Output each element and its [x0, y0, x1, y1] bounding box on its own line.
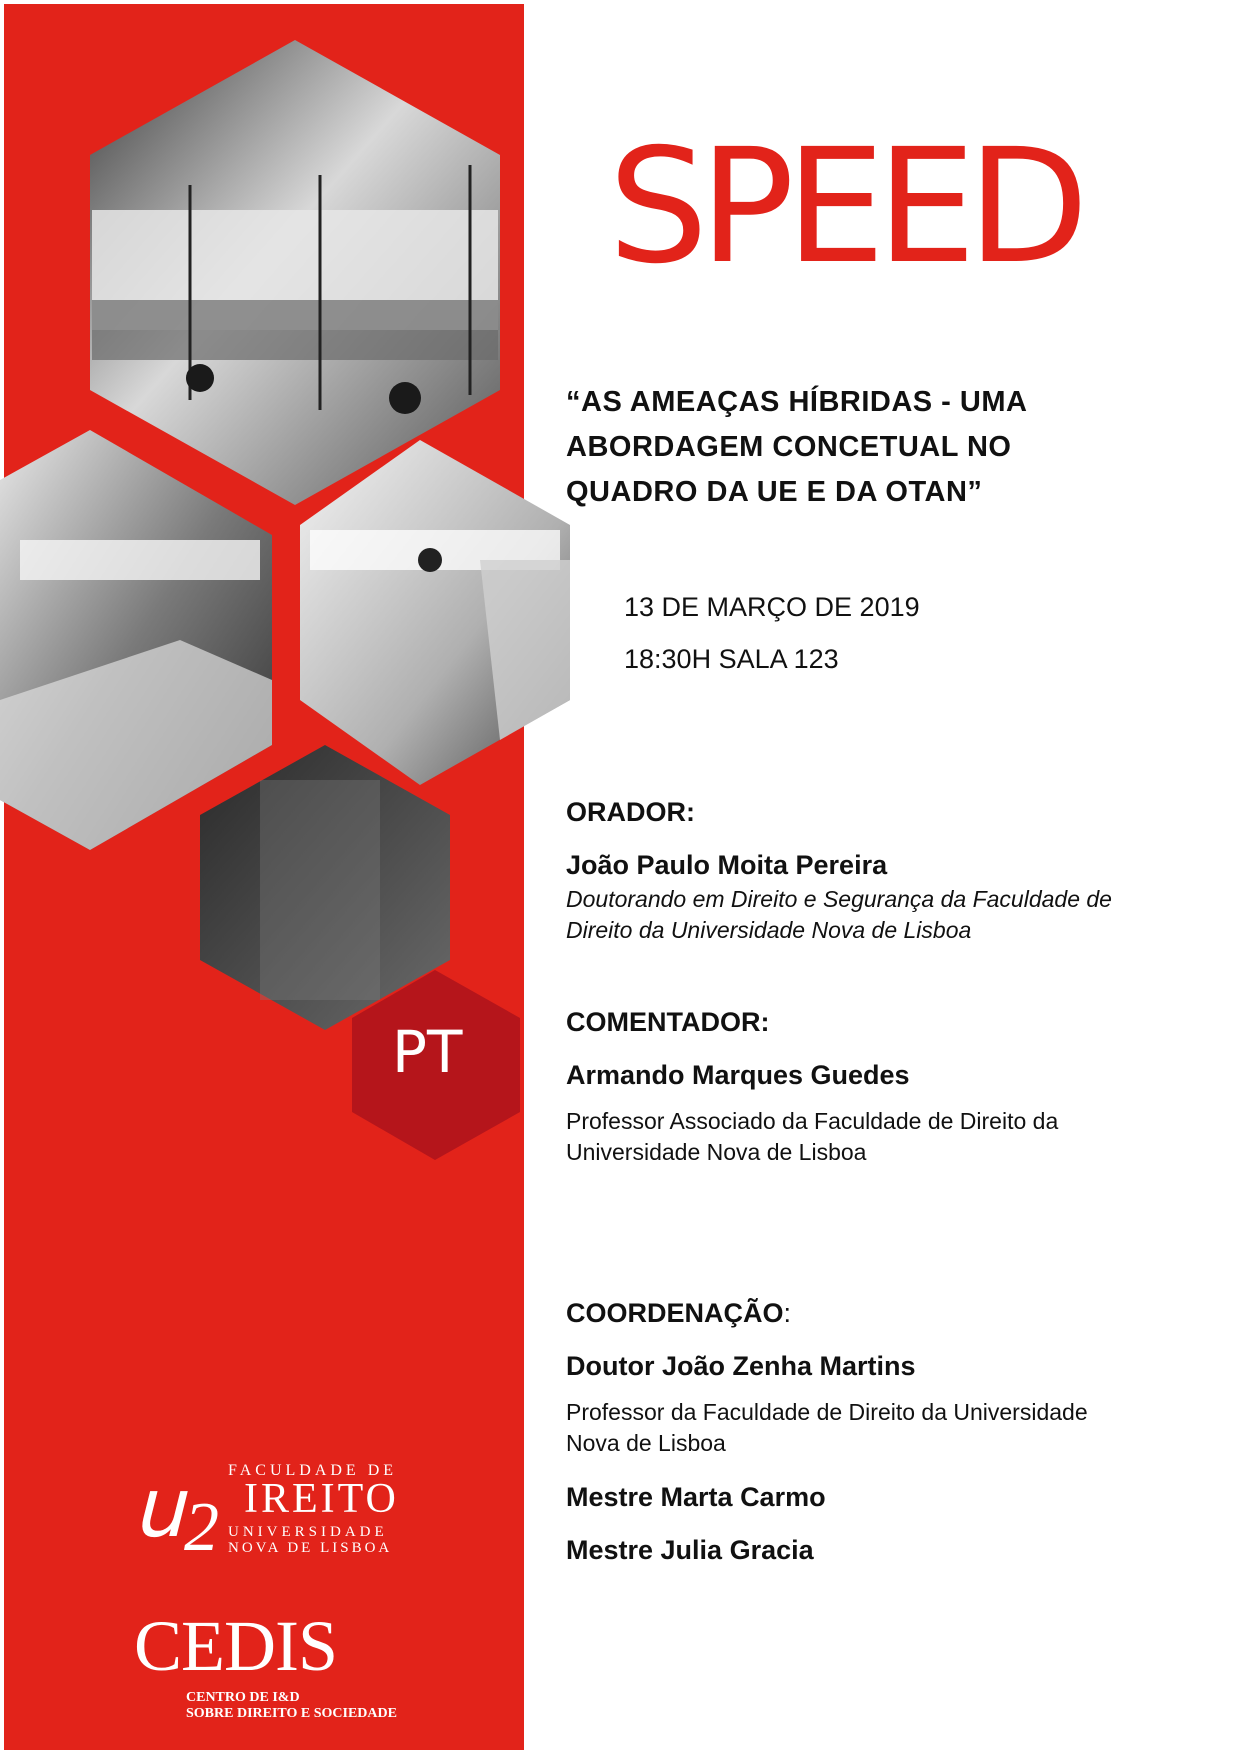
fd-logo-line2: IREITO: [244, 1476, 399, 1522]
event-date: 13 DE MARÇO DE 2019: [624, 592, 920, 622]
comentador-heading: COMENTADOR:: [566, 1007, 770, 1037]
coordenacao-name-2: Mestre Marta Carmo: [566, 1482, 826, 1512]
orador-heading: ORADOR:: [566, 797, 695, 827]
comentador-name: Armando Marques Guedes: [566, 1060, 910, 1090]
fd-logo-line3: UNIVERSIDADE: [228, 1524, 388, 1540]
comentador-description: [566, 1106, 1186, 1168]
hexagon-photo-collage: [0, 0, 620, 1200]
comentador-desc-line-1: Professor Associado da Faculdade de Direito da: [566, 1108, 1059, 1134]
title-line-1: “AS AMEAÇAS HÍBRIDAS - UMA: [566, 386, 1028, 418]
comentador-desc-line-2: Universidade Nova de Lisboa: [566, 1139, 867, 1165]
coordenacao-name-1: Doutor João Zenha Martins: [566, 1351, 916, 1381]
fd-logo-line1: FACULDADE DE: [228, 1462, 398, 1479]
coordenacao-heading-text: COORDENAÇÃO: [566, 1298, 784, 1328]
coordenacao-name-3: Mestre Julia Gracia: [566, 1535, 814, 1565]
event-title: [566, 380, 1126, 515]
orador-desc-line-2: Direito da Universidade Nova de Lisboa: [566, 917, 972, 943]
pt-badge-label: PT: [392, 1018, 463, 1086]
fd-logo-mark: ս2: [132, 1463, 219, 1566]
coordenacao-heading-colon: :: [783, 1298, 792, 1328]
coordenacao-description: [566, 1397, 1186, 1459]
cedis-logo-name: CEDIS: [134, 1606, 338, 1686]
orador-description: [566, 884, 1186, 946]
brand-logo-speed: SPEED: [608, 115, 1080, 299]
cedis-logo-line2: SOBRE DIREITO E SOCIEDADE: [186, 1706, 397, 1721]
coordenacao-desc-line-2: Nova de Lisboa: [566, 1430, 726, 1456]
title-line-3: QUADRO DA UE E DA OTAN”: [566, 476, 983, 508]
fd-logo-line4: NOVA DE LISBOA: [228, 1540, 393, 1556]
title-line-2: ABORDAGEM CONCETUAL NO: [566, 431, 1012, 463]
orador-name: João Paulo Moita Pereira: [566, 850, 888, 880]
orador-desc-line-1: Doutorando em Direito e Segurança da Faculdade de: [566, 886, 1112, 912]
event-time-room: 18:30H SALA 123: [624, 644, 839, 674]
coordenacao-desc-line-1: Professor da Faculdade de Direito da Universidade: [566, 1399, 1088, 1425]
coordenacao-heading: [566, 1298, 791, 1329]
cedis-logo-line1: CENTRO DE I&D: [186, 1690, 300, 1705]
